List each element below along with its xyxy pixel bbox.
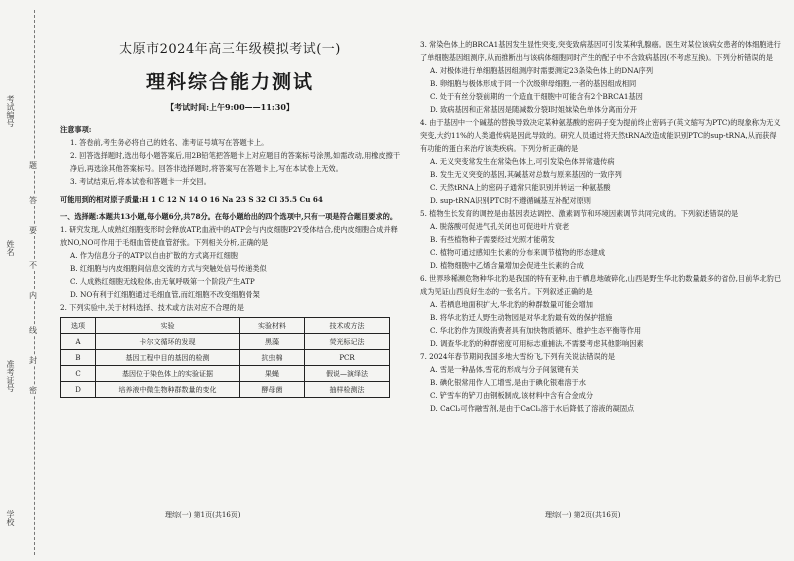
question-3-option: A. 对极体进行单细胞基因组测序时需要测定23条染色体上的DNA序列 [430,66,654,75]
table-cell: 果蝇 [240,366,305,382]
question-4-stem: 4. 由于基因中一个碱基的替换导致决定某种氨基酸的密码子变为提前终止密码子(英文缩写为PTC)的现象称为无义突变,大约11%的人类遗传病是因此导致的。研究人员通过将天然tRNA改造成能识别PTC的sup-tRNA,从而获得有功能的蛋白来治疗该类疾病。下列分析正确的是 [420,118,781,153]
name-label: 姓名 [6,240,15,256]
table-header-cell: 选项 [61,318,96,334]
table-row [61,334,390,350]
exam-title: 太原市2024年高三年级模拟考试(一) [119,42,341,57]
question-3-stem: 3. 常染色体上的BRCA1基因发生显性突变,突变致病基因可引发某种乳腺癌。医生对某位该病女患者的体细胞进行了单细胞基因组测序,从而推断出与该病体细胞同时产生的配子中不含致病基因(不考虑互换)。下列分析错误的是 [420,40,781,62]
question-2-table [60,317,390,398]
question-4-option: C. 天然tRNA上的密码子通常只能识别并转运一种氨基酸 [430,183,611,192]
page-footer-right: 理综(一) 第2页(共16页) [545,511,621,519]
question-5-stem: 5. 植物生长发育的调控是由基因表达调控、激素调节和环境因素调节共同完成的。下列叙述错误的是 [420,209,739,218]
question-2-stem: 2. 下列实验中,关于材料选择、技术或方法对应不合理的是 [60,303,244,312]
table-cell: 酵母菌 [240,382,305,398]
table-cell: 荧光标记法 [305,334,390,350]
admission-number-label: 准考证号 [6,360,15,392]
section-heading: 一、选择题:本题共13小题,每小题6分,共78分。在每小题给出的四个选项中,只有一项是符合题目要求的。 [60,212,398,221]
question-3-option: B. 卵细胞与极体形成于同一个次级卵母细胞,一者的基因组成相同 [430,79,637,88]
table-cell: 卡尔文循环的发现 [96,334,240,350]
table-cell: B [61,350,96,366]
seal-char: 要 [29,226,37,235]
question-6-option: A. 若栖息地面积扩大,华北豹的种群数量可能会增加 [430,300,593,309]
seal-char: 封 [29,356,37,365]
question-1-option: A. 作为信息分子的ATP以自由扩散的方式离开红细胞 [70,251,238,260]
exam-number-label: 考试编号 [6,95,15,127]
table-header-row [61,318,390,334]
table-row [61,366,390,382]
table-cell: 假说—演绎法 [305,366,390,382]
question-7-option: B. 碘化银常用作人工增雪,是由于碘化银难溶于水 [430,378,586,387]
table-header-cell: 实验 [96,318,240,334]
question-1-option: D. NO有利于红细胞通过毛细血管,而红细胞不改变细胞骨架 [70,290,260,299]
table-row [61,382,390,398]
table-cell: 基因工程中目的基因的检测 [96,350,240,366]
atomic-masses: 可能用到的相对原子质量:H 1 C 12 N 14 O 16 Na 23 S 32 Cl 35.5 Cu 64 [60,195,323,204]
table-cell: 黑藻 [240,334,305,350]
seal-char: 线 [29,326,37,335]
binding-margin [0,0,48,561]
seal-line [34,10,35,555]
table-cell: A [61,334,96,350]
note-item: 2. 回答选择题时,选出每小题答案后,用2B铅笔把答题卡上对应题目的答案标号涂黑,如需改动,用橡皮擦干净后,再选涂其他答案标号。回答非选择题时,将答案写在答题卡上,写在本试卷上无效。 [70,151,401,173]
table-cell: D [61,382,96,398]
table-row [61,350,390,366]
notes-heading: 注意事项: [60,125,92,134]
exam-time: 【考试时间:上午9:00——11:30】 [166,102,294,112]
question-5-option: A. 脱落酸可促进气孔关闭也可促进叶片衰老 [430,222,570,231]
seal-char: 不 [29,261,37,270]
question-1-option: C. 人成熟红细胞无线粒体,由无氧呼吸第一个阶段产生ATP [70,277,255,286]
seal-char: 内 [29,291,37,300]
table-cell: 培养液中微生物种群数量的变化 [96,382,240,398]
question-4-option: A. 无义突变常发生在常染色体上,可引发染色体异常遗传病 [430,157,615,166]
question-6-option: D. 调查华北豹的种群密度可用标志重捕法,不需要考虑其他影响因素 [430,339,644,348]
seal-char: 密 [29,386,37,395]
question-7-option: D. CaCl₂可作融雪剂,是由于CaCl₂溶于水后降低了溶液的凝固点 [430,404,635,413]
table-cell: 基因位于染色体上的实验证据 [96,366,240,382]
question-3-option: C. 处于有丝分裂前期的一个造血干细胞中可能含有2个BRCA1基因 [430,92,643,101]
question-7-option: A. 雪是一种晶体,雪花的形成与分子间氢键有关 [430,365,579,374]
table-header-cell: 实验材料 [240,318,305,334]
table-header-cell: 技术或方法 [305,318,390,334]
question-4-option: D. sup-tRNA识别PTC时不遵循碱基互补配对原则 [430,196,591,205]
table-cell: 抽样检测法 [305,382,390,398]
table-cell: PCR [305,350,390,366]
question-6-option: C. 华北豹作为顶级消费者具有加快物质循环、维护生态平衡等作用 [430,326,642,335]
question-3-option: D. 致病基因和正常基因是随减数分裂Ⅰ时姐妹染色单体分离而分开 [430,105,637,114]
seal-char: 答 [29,196,37,205]
school-label: 学校 [6,510,15,526]
question-5-option: B. 有些植物种子需要经过光照才能萌发 [430,235,555,244]
left-column [60,38,400,398]
right-column [420,38,782,415]
question-6-option: B. 将华北豹迁人野生动物园是对华北豹最有效的保护措施 [430,313,613,322]
question-1-option: B. 红细胞与内皮细胞间信息交流的方式与突触处信号传递类似 [70,264,267,273]
table-cell: C [61,366,96,382]
question-6-stem: 6. 世界珍稀濒危物种华北豹是我国的特有亚种,由于栖息地破碎化,山西是野生华北豹数量最多的省份,目前华北豹已成为见证山西良好生态的一张名片。下列叙述正确的是 [420,274,782,296]
subject-title: 理科综合能力测试 [145,71,314,93]
question-5-option: D. 植物细胞中乙烯含量增加会促进生长素的合成 [430,261,584,270]
question-1-stem: 1. 研究发现,人成熟红细胞变形时会释放ATP,血液中的ATP会与内皮细胞P2Y受体结合,使内皮细胞合成并释放NO,NO可作用于毛细血管使血管舒张。下列相关分析,正确的是 [60,225,398,247]
question-5-option: C. 植物可通过感知生长素的分布来调节植物的形态建成 [430,248,606,257]
question-7-option: C. 铲雪车的铲刀由钢板制成,该材料中含有合金成分 [430,391,594,400]
note-item: 1. 答卷前,考生务必将自己的姓名、准考证号填写在答题卡上。 [70,138,269,147]
question-7-stem: 7. 2024年春节期间我国多地大雪纷飞,下列有关说法错误的是 [420,352,616,361]
seal-char: 题 [29,161,37,170]
page-footer-left: 理综(一) 第1页(共16页) [165,511,241,519]
question-4-option: B. 发生无义突变的基因,其碱基对总数与原来基因的一致序列 [430,170,622,179]
note-item: 3. 考试结束后,将本试卷和答题卡一并交回。 [70,177,211,186]
table-cell: 抗虫棉 [240,350,305,366]
